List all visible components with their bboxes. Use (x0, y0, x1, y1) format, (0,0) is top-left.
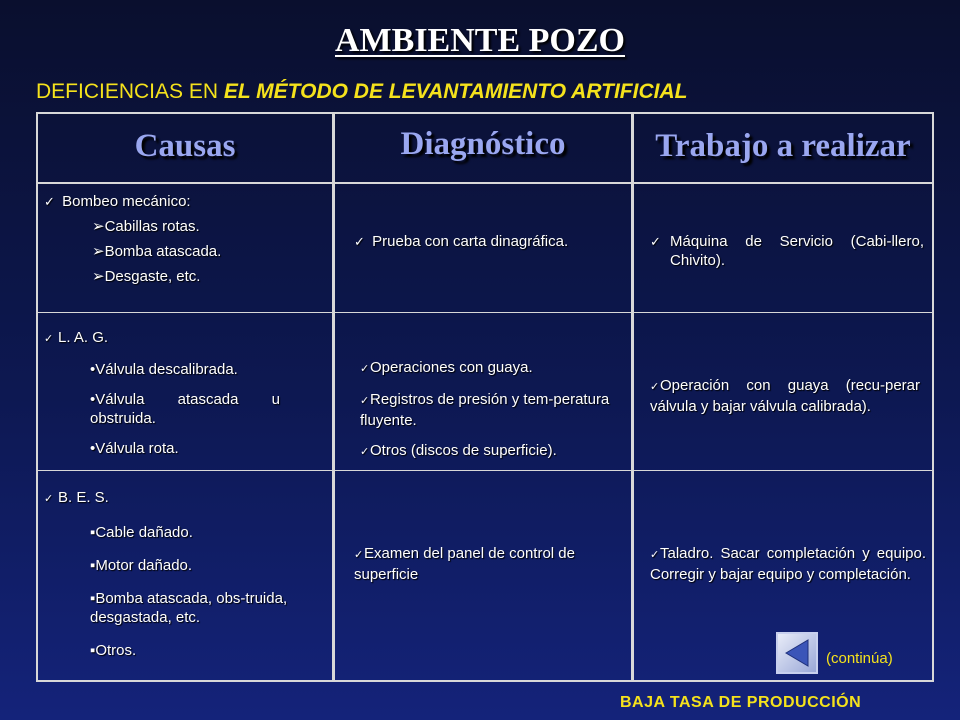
cause-item: Válvula rota. (95, 440, 179, 457)
row2-work (650, 376, 920, 416)
arrow-bullet-icon: ➢ (92, 218, 105, 235)
check-icon: ✓ (650, 234, 661, 249)
slide-title: AMBIENTE POZO (335, 22, 625, 59)
dot-bullet-icon: • (90, 440, 96, 457)
row1-work (650, 232, 924, 270)
subtitle-prefix: DEFICIENCIAS EN (36, 80, 224, 103)
diagnosis-item: Examen del panel de control de superficie (354, 545, 575, 583)
square-bullet-icon: ▪ (90, 590, 96, 607)
check-icon: ✓ (354, 549, 364, 561)
work-text: Taladro. Sacar completación y equipo. Corregir y bajar equipo y completación. (650, 545, 926, 583)
square-bullet-icon: ▪ (90, 524, 96, 541)
row3-work (650, 544, 926, 584)
dot-bullet-icon: • (90, 361, 96, 378)
check-icon: ✓ (44, 333, 54, 345)
square-bullet-icon: ▪ (90, 557, 96, 574)
cause-title: B. E. S. (58, 489, 109, 506)
header-divider (36, 182, 934, 184)
diagnosis-item: Registros de presión y tem-peratura fluyente. (360, 391, 610, 429)
cause-item: Cabillas rotas. (104, 218, 200, 235)
subtitle-emphasis: EL MÉTODO DE LEVANTAMIENTO ARTIFICIAL (223, 80, 688, 103)
header-diagnostico: Diagnóstico (400, 126, 566, 162)
check-icon: ✓ (354, 234, 365, 249)
cause-title: L. A. G. (58, 329, 109, 346)
check-icon: ✓ (650, 381, 660, 393)
row3-diagnosis (354, 544, 614, 584)
dot-bullet-icon: • (90, 391, 96, 408)
cause-item: Bomba atascada, obs-truida, desgastada, etc. (90, 590, 288, 626)
arrow-bullet-icon: ➢ (92, 268, 105, 285)
work-text: Operación con guaya (recu-perar válvula y bajar válvula calibrada). (650, 377, 920, 415)
back-arrow-icon (778, 634, 816, 672)
diagnosis-item: Otros (discos de superficie). (370, 442, 557, 459)
cause-item: Cable dañado. (95, 524, 193, 541)
check-icon: ✓ (650, 549, 660, 561)
cause-item: Válvula atascada u obstruida. (90, 391, 280, 427)
footer-label: BAJA TASA DE PRODUCCIÓN (620, 694, 862, 711)
row1-cause (44, 192, 324, 286)
cause-title: Bombeo mecánico: (62, 193, 191, 210)
back-button[interactable] (776, 632, 818, 674)
header-causas: Causas (134, 128, 236, 164)
check-icon: ✓ (360, 446, 370, 458)
cause-item: Válvula descalibrada. (95, 361, 238, 378)
square-bullet-icon: ▪ (90, 642, 96, 659)
cause-item: Bomba atascada. (104, 243, 222, 260)
row1-diagnosis (354, 232, 624, 251)
row2-diagnosis (360, 358, 610, 462)
arrow-bullet-icon: ➢ (92, 243, 105, 260)
check-icon: ✓ (360, 363, 370, 375)
row-divider-2 (36, 470, 934, 471)
check-icon: ✓ (44, 493, 54, 505)
diagnosis-item: Prueba con carta dinagráfica. (372, 233, 569, 250)
row3-cause (44, 488, 324, 660)
slide-subtitle (36, 80, 687, 104)
check-icon: ✓ (44, 194, 55, 209)
cause-item: Desgaste, etc. (104, 268, 201, 285)
cause-item: Motor dañado. (95, 557, 193, 574)
check-icon: ✓ (360, 395, 370, 407)
cause-item: Otros. (95, 642, 137, 659)
row-divider-1 (36, 312, 934, 313)
row2-cause (44, 328, 324, 458)
header-trabajo: Trabajo a realizar (655, 128, 911, 164)
continue-label: (continúa) (826, 650, 893, 667)
work-text: Máquina de Servicio (Cabi-llero, Chivito). (670, 233, 924, 269)
diagnosis-item: Operaciones con guaya. (370, 359, 533, 376)
